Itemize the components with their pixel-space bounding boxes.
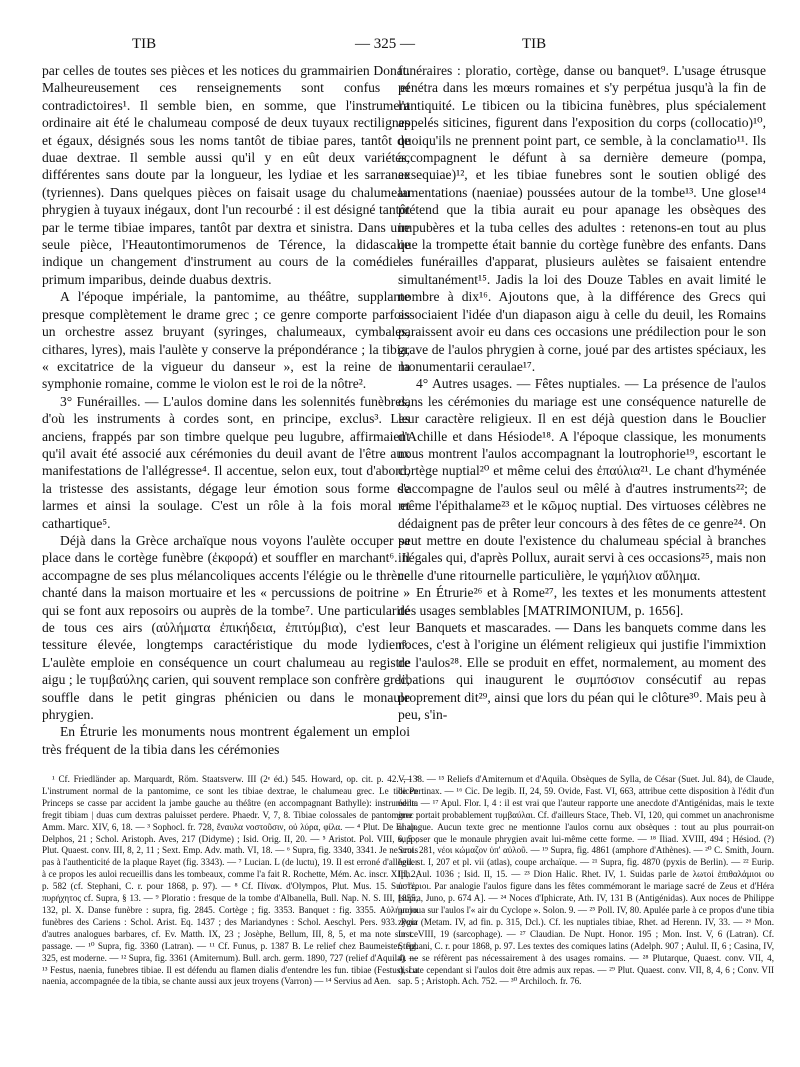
- paragraph: 4° Autres usages. — Fêtes nuptiales. — La présence de l'aulos dans les cérémonies du mariage est une conséquence naturelle de leur caractère religieux. Il en est déjà question dans le Bouclier d'Achille et dans Hésiode¹⁸. A l'époque classique, les monuments nous montrent l'aulos accompagnant la loutrophorie¹⁹, escortant le cortège nuptial²⁰ et même celui des ἐπαύλια²¹. Le chant d'hyménée s'accompagne de l'aulos seul ou mêlé à d'autres instruments²²; de même l'épithalame²³ et le κῶμος nuptial. Des virtuoses célèbres ne dédaignent pas de prêter leur concours à des fêtes de ce genre²⁴. On peut mettre en doute l'existence du chalumeau spécial à branches inégales qui, d'après Pollux, aurait servi à ces occasions²⁵, mais non celle d'une ritournelle particulière, le γαμήλιον αὔλημα.: [398, 376, 767, 583]
- footnotes-right: [398, 774, 774, 988]
- running-header: [0, 36, 800, 56]
- header-left-title: TIB: [132, 36, 157, 52]
- paragraph: 3° Funérailles. — L'aulos domine dans les solennités funèbres, d'où les instruments à cordes sont, en principe, exclus³. Les anciens, frappés par son timbre quelque peu lugubre, affirmaient qu'il avait été associé aux cérémonies du deuil avant de l'être aux manifestations de l'allégresse⁴. Il accentue, selon eux, tout d'abord, la tristesse des assistants, dégage leur émotion sous forme de larmes et ainsi la soulage. C'est un rôle à la fois moral et cathartique⁵.: [42, 393, 410, 531]
- right-column: [398, 62, 766, 723]
- paragraph: En Étrurie les monuments nous montrent également un emploi très fréquent de la tibia dans les cérémonies: [42, 724, 410, 757]
- paragraph: par celles de toutes ses pièces et les notices du grammairien Donat. Malheureusement ces renseignements sont confus et contradictoires¹. Il semble bien, en somme, que l'instrument ordinaire ait été le chalumeau composé de deux tuyaux rectilignes et égaux, désignés sous les noms tantôt de tibiae pares, tantôt de duae dextrae. Il semble aussi qu'il y en eût deux variétés, différentes sans doute par la longueur, les lydiae et les sarranae (tyriennes). Dans quelques pièces on faisait usage du chalumeau phrygien à tuyaux inégaux, dont l'un recourbé : il est désigné tantôt par le terme tibiae impares, tantôt par dextra et sinistra. Dans une seule pièce, l'Heautontimorumenos de Térence, la didascalie indique un changement d'instrument au cours de la comédie : primum imparibus, deinde duabus dextris.: [42, 63, 410, 287]
- left-column: [42, 62, 410, 758]
- paragraph: En Étrurie²⁶ et à Rome²⁷, les textes et les monuments attestent des usages semblables [MATRIMONIUM, p. 1656].: [398, 585, 766, 618]
- paragraph: A l'époque impériale, la pantomime, au théâtre, supplante presque complètement le drame grec ; ce genre comporte parfois un orchestre assez bruyant (syringes, chalumeaux, cymbales, cithares, lyres), mais l'aulète y conserve la prépondérance ; la tibia, « excitatrice de la vigueur du danseur », est la reine de la symphonie romaine, comme le violon est le roi de la nôtre².: [42, 289, 410, 392]
- header-right-title: TIB: [522, 36, 547, 52]
- paragraph: funéraires : ploratio, cortège, danse ou banquet⁹. L'usage étrusque pénétra dans les mœurs romaines et s'y perpétua jusqu'à la fin de l'antiquité. Le tibicen ou la tibicina funèbres, plus spécialement appelés siticines, figurent dans l'exposition du corps (collocatio)¹⁰, quoiqu'ils ne prennent point part, ce semble, à la conclamatio¹¹. Ils accompagnent le défunt à sa dernière demeure (pompa, exsequiae)¹², et les tibiae funebres sont le soutien obligé des lamentations (naeniae) poussées autour de la tombe¹³. Une glose¹⁴ prétend que la tibia aurait eu pour apanage les obsèques des impubères et la tuba celles des adultes : retenons-en tout au plus que la trompette était bannie du cortège funèbre des enfants. Dans les funérailles d'apparat, plusieurs aulètes se faisaient entendre simultanément¹⁵. Jadis la loi des Douze Tables en avait limité le nombre à dix¹⁶. Ajoutons que, à la différence des Grecs qui associaient l'idée d'un diapason aigu à celle du deuil, les Romains paraissent avoir eu dans ces occasions une prédilection pour le son grave de l'aulos phrygien à corne, joué par des artistes spéciaux, les monumentarii ceraulae¹⁷.: [398, 63, 766, 374]
- paragraph: Déjà dans la Grèce archaïque nous voyons l'aulète occuper sa place dans le cortège funèbre (ἐκφορά) et souffler en marchant⁶. Il accompagne de ses plus mélancoliques accents l'élégie ou le thrène chanté dans la maison mortuaire et les « percussions de poitrine » qui se font aux reposoirs ou auprès de la tombe⁷. Une particularité de tous ces airs (αὐλήματα ἐπικήδεια, ἐπιτύμβια), c'est leur tessiture élevée, longtemps caractéristique du mode lydien⁸. L'aulète emploie en conséquence un court chalumeau au registre aigu ; le τυμβαύλης carien, qui souvent remplace son confrère grec, souffle dans le petit gingras phénicien ou dans le monaule phrygien.: [42, 532, 410, 723]
- page-number: — 325 —: [355, 36, 415, 52]
- footnote-block: V, 138. — ¹⁵ Reliefs d'Amiternum et d'Aquila. Obsèques de Sylla, de César (Suet. Jul. 84), de Claude, de Pertinax. — ¹⁶ Cic. De legib. II, 24, 59. Ovide, Fast. VI, 663, attribue cette disposition à l'édit d'un édile. — ¹⁷ Apul. Flor. I, 4 : il est vrai que l'auteur rapporte une anecdote d'Antigénidas, mais le texte grec portait probablement τυμβαύλαι. Cf. d'ailleurs Stace, Theb. VI, 120, qui commet un anachronisme analogue. Aucun texte grec ne mentionne l'aulos cornu aux obsèques : tout au plus pourrait-on supposer que le monaule phrygien avait lui-même cette forme. — ¹⁸ Iliad. XVIII, 494 ; Hésiod. (?) Scut. 281, νέοι κώμαζον ὑπ' αὐλοῦ. — ¹⁹ Supra, fig. 4861 (amphore d'Athènes). — ²⁰ C. Smith, Journ. hell. st. I, 207 et pl. vii (atlas), coupe archaïque. — ²¹ Supra, fig. 4870 (pyxis de Berlin). — ²² Eurip. Iph. Aul. 1036 ; Isid. II, 15. — ²³ Dion Halic. Rhet. IV, 1. Suidas parle de λωτοί ἐπιθαλάμιοι ου ὑστέριοι. Par analogie l'aulos figure dans les fêtes commémorant le mariage sacré de Zeus et d'Héra [supra, Juno, p. 674 A]. — ²⁴ Noces d'Iphicrate, Ath. IV, 131 B (Antigénidas). Aux noces de Philippe on joua sur l'aulos l'« air du Cyclope ». Solon. 9. — ²⁵ Poll. IV, 80. Apulée parle à ce propos d'une tibia zygia (Metam. IV, ad fin. p. 315, Dcl.). Cf. les nuptiales tibiae, Rhet. ad Herenn. IV, 33. — ²⁶ Mon. Inst. VIII, 19 (sarcophage). — ²⁷ Claudian. De Nupt. Honor. 195 ; Mon. Inst. V, 6 (Latran). Cf. Stephani, C. r. pour 1868, p. 97. Les textes des comiques latins (Adelph. 907 ; Aulul. II, 6 ; Casina, IV, 4) ne se réfèrent pas nécessairement à des usages romains. — ²⁸ Plutarque, Quaest. conv. VII, 4, discute cependant si l'aulos doit être admis aux repas. — ²⁹ Plut. Quaest. conv. VII, 8, 4, 6 ; Conv. VII sap. 5 ; Aristoph. Ach. 752. — ³⁰ Archiloch. fr. 76.: [398, 774, 774, 987]
- footnotes-left: [42, 774, 418, 988]
- footnote-block: ¹ Cf. Friedländer ap. Marquardt, Röm. Staatsverw. III (2ᵉ éd.) 545. Howard, op. cit. p. 42. — ² L'instrument normal de la pantomime, ce sont les tibiae dextrae, le chalumeau grec. Le tibicen Princeps se casse par accident la jambe gauche au théâtre (en accompagnant Bathylle): instrumenta fregit tibiam | duas cum dextras paluisset perdere. Phaedr. V, 7, 8. Tibiae colossales de pantomime : Amm. Marc. XIV, 6, 18. — ³ Sophocl. fr. 728, ἔναυλα νοστοῦσιν, οὐ λύρα, φίλα. — ⁴ Plut. De EI ap. Delphos, 21 ; Schol. Aristoph. Aves, 217 (Didyme) ; Isid. Orig. II, 20. — ⁵ Aristot. Pol. VIII, 6, 5 ; Plut. Quaest. conv. III, 8, 2, 11 ; Sext. Emp. Adv. math. VI, 18. — ⁶ Supra, fig. 3340, 3341. Je ne crois pas à l'authenticité de la plaque Rayet (fig. 3343). — ⁷ Lucian. L (de luctu), 19. Il est erroné d'alléguer à ce propos les auloi recueillis dans les tombeaux, comme l'a fait R. Rochette, Mém. Ac. inscr. XIII, 2, p. 582 (cf. Stephani, C. r. pour 1868, p. 97). — ⁸ Cf. Πίνακ. d'Olympos, Plut. Mus. 15. Sur l'ε. πυρήχητος cf. Supra, § 13. — ⁹ Ploratio : fresque de la tombe d'Albanella, Bull. Nap. N. S. III, 1855, 132, pl. X. Danse funèbre : supra, fig. 2845. Cortège ; fig. 3353. Banquet : fig. 3355. Αὐλήματα funèbres des Cariens : Schol. Arist. Eq. 1437 ; des Mariandynes : Schol. Aeschyl. Pers. 933. Pour d'autres analogues barbares, cf. Ev. Matth. IX, 23 ; Josèphe, Bellum, III, 8, 5, et ma note sur ce passage. — ¹⁰ Supra, fig. 3360 (Latran). — ¹¹ Cf. Funus, p. 1387 B. Le relief chez Baumeister, fig. 325, est moderne. — ¹² Supra, fig. 3361 (Amiternum). Bull. arch. germ. 1890, 727 (relief d'Aquila). — ¹³ Festus, naenia, funebres tibiae. Il est défendu au flamen dialis d'entendre les fun. tibiae (Festus), La naenia, accompagnée de la tibia, se chante aussi aux jeux troyens (Varron) — ¹⁴ Servius ad Aen.: [42, 774, 418, 987]
- paragraph: Banquets et mascarades. — Dans les banquets comme dans les noces, c'est à l'origine un élément religieux qui justifie l'immixtion de l'aulos²⁸. Elle se produit en effet, normalement, au moment des libations qui inaugurent le συμπόσιον consécutif au repas proprement dit²⁹, ainsi que lors du péan qui le clôture³⁰. Mais peu à peu, s'in-: [398, 620, 766, 723]
